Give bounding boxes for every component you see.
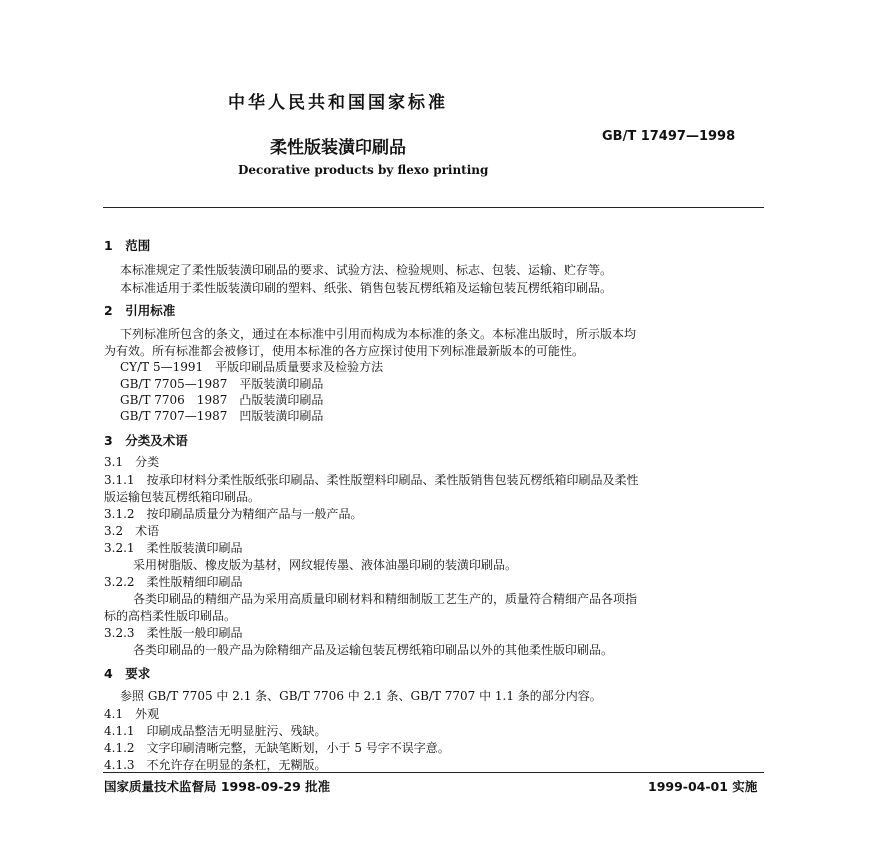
clause-3-2-3-definition: 各类印刷品的一般产品为除精细产品及运输包装瓦楞纸箱印刷品以外的其他柔性版印刷品。 — [133, 643, 614, 657]
document-title-en: Decorative products by flexo printing — [238, 163, 489, 177]
clause-3-1-1-line-1: 3.1.1 按承印材料分柔性版纸张印刷品、柔性版塑料印刷品、柔性版销售包装瓦楞纸箱印刷品及柔性 — [104, 473, 639, 487]
approval-line: 国家质量技术监督局 1998-09-29 批准 — [104, 779, 331, 794]
section-1-heading: 1 范围 — [104, 238, 151, 253]
standard-number: GB/T 17497—1998 — [602, 129, 736, 144]
reference-item: CY/T 5—1991 平版印刷品质量要求及检验方法 — [120, 360, 384, 374]
clause-4-1-1: 4.1.1 印刷成品整洁无明显脏污、残缺。 — [104, 724, 327, 738]
section-4-heading: 4 要求 — [104, 666, 151, 681]
clause-3-2-3: 3.2.3 柔性版一般印刷品 — [104, 626, 243, 640]
clause-3-1: 3.1 分类 — [104, 455, 160, 469]
section-1-paragraph-1: 本标准规定了柔性版装潢印刷品的要求、试验方法、检验规则、标志、包装、运输、贮存等。 — [120, 263, 613, 277]
clause-3-1-2: 3.1.2 按印刷品质量分为精细产品与一般产品。 — [104, 507, 363, 521]
section-2-heading: 2 引用标准 — [104, 303, 176, 318]
clause-3-2-1-definition: 采用树脂版、橡皮版为基材，网纹辊传墨、液体油墨印刷的装潢印刷品。 — [133, 558, 518, 572]
reference-item: GB/T 7707—1987 凹版装潢印刷品 — [120, 409, 324, 423]
section-3-heading: 3 分类及术语 — [104, 433, 188, 448]
section-2-paragraph-line-2: 为有效。所有标准都会被修订，使用本标准的各方应探讨使用下列标准最新版本的可能性。 — [104, 344, 585, 358]
clause-3-2-2-definition-line-2: 标的高档柔性版印刷品。 — [104, 609, 237, 623]
document-title-cn: 柔性版装潢印刷品 — [270, 138, 406, 158]
section-2-paragraph-line-1: 下列标准所包含的条文，通过在本标准中引用而构成为本标准的条文。本标准出版时，所示版本均 — [120, 327, 637, 341]
clause-4-1-2: 4.1.2 文字印刷清晰完整，无缺笔断划，小于 5 号字不误字意。 — [104, 741, 450, 755]
clause-4-1: 4.1 外观 — [104, 707, 160, 721]
reference-item: GB/T 7705—1987 平版装潢印刷品 — [120, 377, 324, 391]
header-divider — [103, 207, 764, 208]
clause-3-1-1-line-2: 版运输包装瓦楞纸箱印刷品。 — [104, 490, 261, 504]
clause-3-2: 3.2 术语 — [104, 524, 160, 538]
section-4-paragraph: 参照 GB/T 7705 中 2.1 条、GB/T 7706 中 2.1 条、GB/T 7707 中 1.1 条的部分内容。 — [120, 689, 602, 703]
footer-divider — [103, 772, 764, 773]
clause-4-1-3: 4.1.3 不允许存在明显的条杠，无糊版。 — [104, 758, 327, 772]
clause-3-2-2-definition-line-1: 各类印刷品的精细产品为采用高质量印刷材料和精细制版工艺生产的，质量符合精细产品各项指 — [133, 592, 638, 606]
implementation-line: 1999-04-01 实施 — [648, 779, 758, 794]
clause-3-2-1: 3.2.1 柔性版装潢印刷品 — [104, 541, 243, 555]
clause-3-2-2: 3.2.2 柔性版精细印刷品 — [104, 575, 243, 589]
section-1-paragraph-2: 本标准适用于柔性版装潢印刷的塑料、纸张、销售包装瓦楞纸箱及运输包装瓦楞纸箱印刷品。 — [120, 281, 613, 295]
reference-item: GB/T 7706 1987 凸版装潢印刷品 — [120, 393, 324, 407]
national-standard-heading: 中华人民共和国国家标准 — [228, 93, 448, 113]
